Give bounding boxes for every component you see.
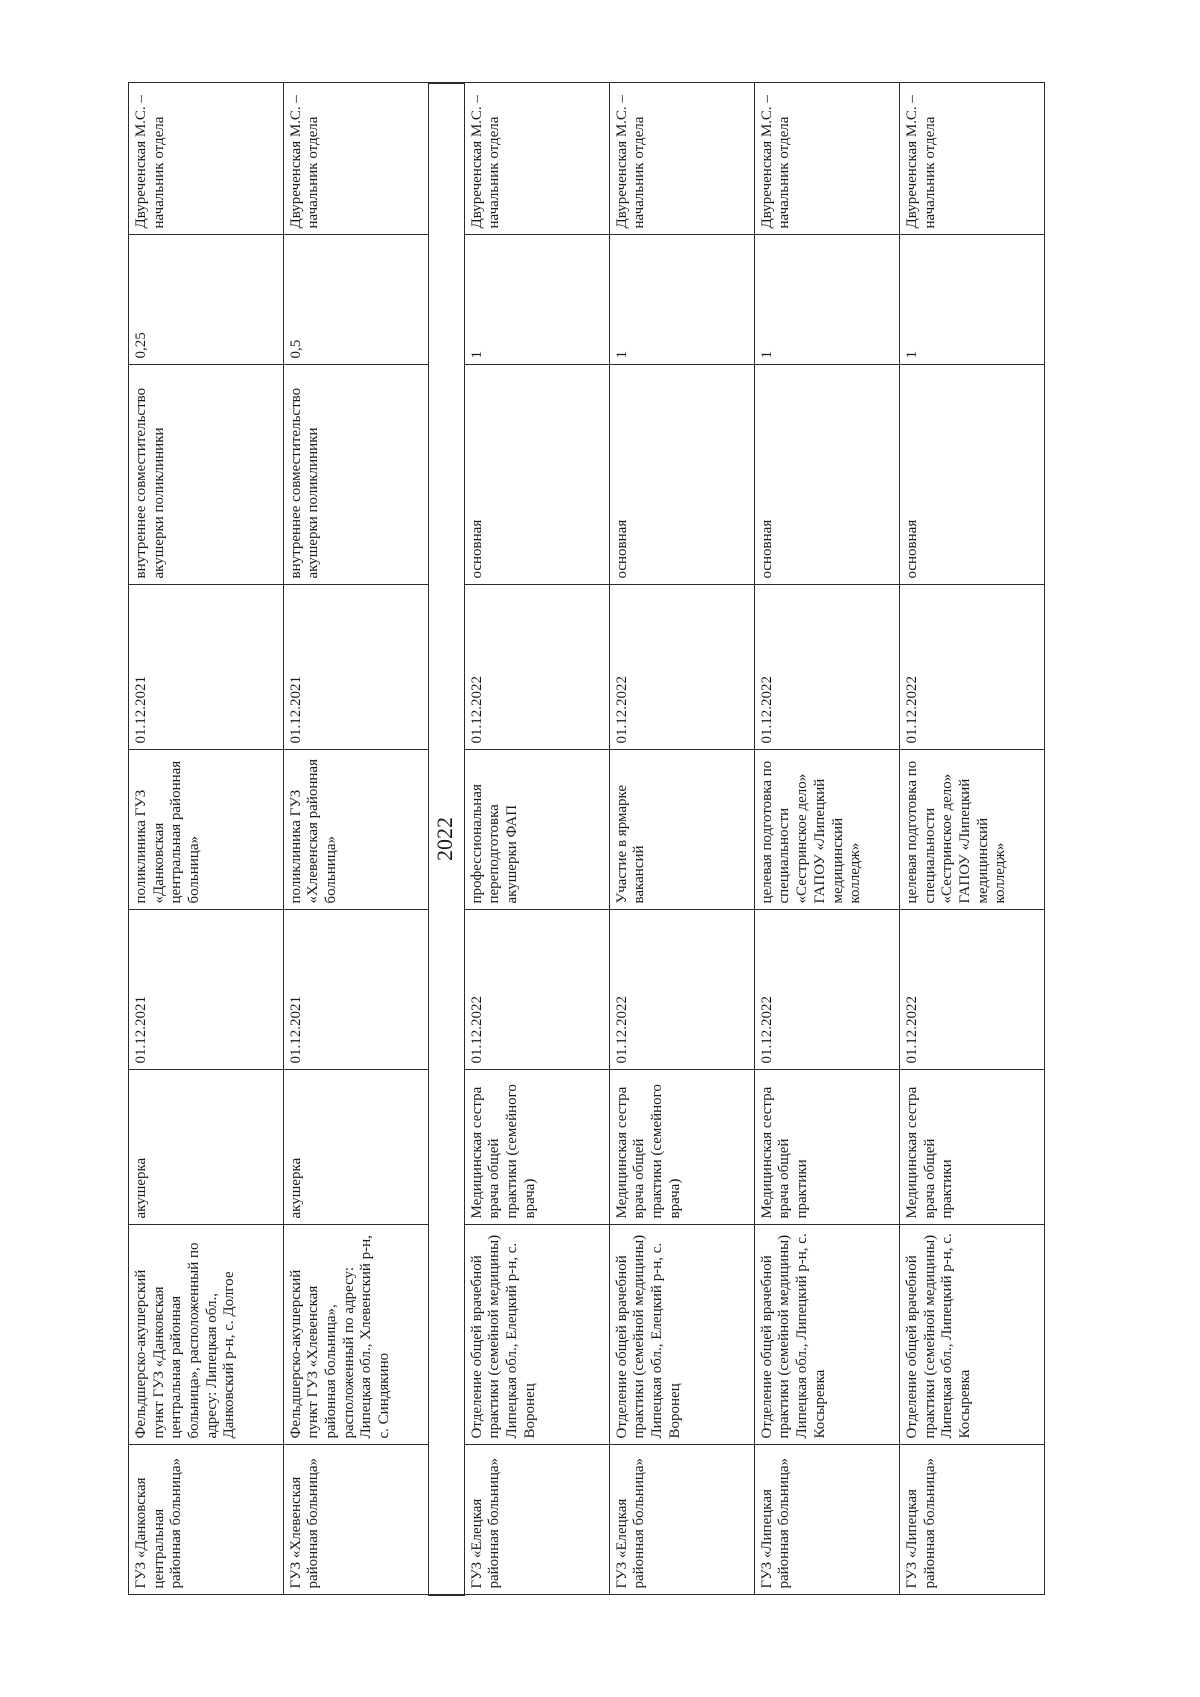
vacancy-date-cell: 01.12.2022: [899, 910, 1044, 1070]
position-cell: акушерка: [129, 1070, 284, 1225]
table-row: [129, 83, 284, 1595]
responsible-cell: Двуреченская М.С. – начальник отдела: [283, 83, 428, 235]
rate-cell: 1: [609, 235, 754, 365]
table-row: [464, 83, 609, 1595]
year-divider-row: [428, 83, 464, 1595]
responsible-cell: Двуреченская М.С. – начальник отдела: [464, 83, 609, 235]
measure-cell: целевая подготовка по специальности «Сестринское дело» ГАПОУ «Липецкий медицинский колледж»: [754, 750, 899, 910]
vacancy-date-cell: 01.12.2021: [283, 910, 428, 1070]
filled-date-cell: 01.12.2022: [464, 585, 609, 750]
year-heading: 2022: [431, 817, 457, 861]
unit-cell: Отделение общей врачебной практики (семейной медицины) Липецкая обл., Елецкий р-н, с. Воронец: [609, 1225, 754, 1445]
table-row: [754, 83, 899, 1595]
table-row: [609, 83, 754, 1595]
unit-cell: Фельдшерско-акушерский пункт ГУЗ «Хлевенская районная больница», расположенный по адресу: Липецкая обл., Хлевенский р-н, с. Синдякино: [283, 1225, 428, 1445]
vacancy-date-cell: 01.12.2022: [464, 910, 609, 1070]
position-cell: Медицинская сестра врача общей практики: [899, 1070, 1044, 1225]
position-cell: Медицинская сестра врача общей практики: [754, 1070, 899, 1225]
organization-cell: ГУЗ «Елецкая районная больница»: [464, 1445, 609, 1595]
employment-cell: основная: [609, 365, 754, 585]
organization-cell: ГУЗ «Елецкая районная больница»: [609, 1445, 754, 1595]
position-cell: акушерка: [283, 1070, 428, 1225]
employment-cell: основная: [899, 365, 1044, 585]
responsible-cell: Двуреченская М.С. – начальник отдела: [609, 83, 754, 235]
rate-cell: 0,25: [129, 235, 284, 365]
employment-cell: основная: [754, 365, 899, 585]
measure-cell: поликлиника ГУЗ «Хлевенская районная больница»: [283, 750, 428, 910]
vacancy-date-cell: 01.12.2022: [609, 910, 754, 1070]
table-row: [283, 83, 428, 1595]
organization-cell: ГУЗ «Хлевенская районная больница»: [283, 1445, 428, 1595]
responsible-cell: Двуреченская М.С. – начальник отдела: [754, 83, 899, 235]
unit-cell: Отделение общей врачебной практики (семейной медицины) Липецкая обл., Липецкий р-н, с. Косыревка: [899, 1225, 1044, 1445]
measure-cell: профессиональная переподготовка акушерки ФАП: [464, 750, 609, 910]
vacancy-date-cell: 01.12.2022: [754, 910, 899, 1070]
rate-cell: 1: [754, 235, 899, 365]
filled-date-cell: 01.12.2021: [283, 585, 428, 750]
rate-cell: 1: [899, 235, 1044, 365]
position-cell: Медицинская сестра врача общей практики (семейного врача): [464, 1070, 609, 1225]
vacancy-table: [128, 82, 1045, 1596]
employment-cell: внутреннее совместительство акушерки поликлиники: [129, 365, 284, 585]
responsible-cell: Двуреченская М.С. – начальник отдела: [899, 83, 1044, 235]
rate-cell: 0,5: [283, 235, 428, 365]
employment-cell: основная: [464, 365, 609, 585]
rate-cell: 1: [464, 235, 609, 365]
measure-cell: целевая подготовка по специальности «Сестринское дело» ГАПОУ «Липецкий медицинский колледж»: [899, 750, 1044, 910]
measure-cell: Участие в ярмарке вакансий: [609, 750, 754, 910]
rotated-table-frame: [128, 84, 1045, 1596]
employment-cell: внутреннее совместительство акушерки поликлиники: [283, 365, 428, 585]
filled-date-cell: 01.12.2021: [129, 585, 284, 750]
organization-cell: ГУЗ «Липецкая районная больница»: [754, 1445, 899, 1595]
unit-cell: Отделение общей врачебной практики (семейной медицины) Липецкая обл., Липецкий р-н, с. Косыревка: [754, 1225, 899, 1445]
position-cell: Медицинская сестра врача общей практики (семейного врача): [609, 1070, 754, 1225]
organization-cell: ГУЗ «Липецкая районная больница»: [899, 1445, 1044, 1595]
filled-date-cell: 01.12.2022: [754, 585, 899, 750]
table-row: [899, 83, 1044, 1595]
year-divider-cell: [428, 83, 464, 1595]
unit-cell: Фельдшерско-акушерский пункт ГУЗ «Данковская центральная районная больница», расположенный по адресу: Липецкая обл., Данковский р-н, с. Долгое: [129, 1225, 284, 1445]
filled-date-cell: 01.12.2022: [609, 585, 754, 750]
vacancy-date-cell: 01.12.2021: [129, 910, 284, 1070]
unit-cell: Отделение общей врачебной практики (семейной медицины) Липецкая обл., Елецкий р-н, с. Воронец: [464, 1225, 609, 1445]
organization-cell: ГУЗ «Данковская центральная районная больница»: [129, 1445, 284, 1595]
responsible-cell: Двуреченская М.С. – начальник отдела: [129, 83, 284, 235]
filled-date-cell: 01.12.2022: [899, 585, 1044, 750]
measure-cell: поликлиника ГУЗ «Данковская центральная районная больница»: [129, 750, 284, 910]
